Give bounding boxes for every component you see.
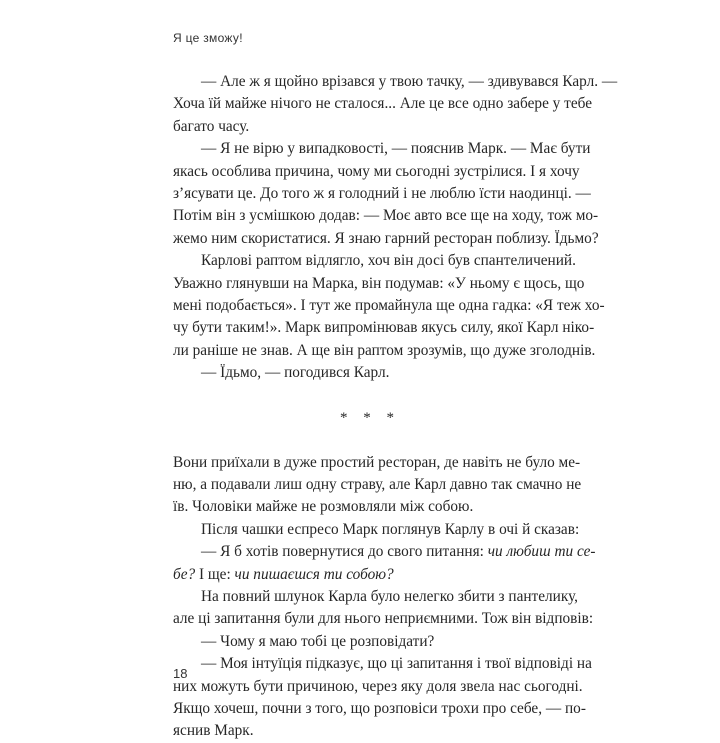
running-head: Я це зможу! [173, 31, 243, 45]
text-line: з’ясувати це. До того ж я голодний і не люблю їсти наодинці. — [173, 184, 591, 202]
italic-text: чи пишаєшся ти собою? [234, 565, 394, 583]
text-span: — Я б хотів повернутися до свого питання: [201, 543, 488, 561]
text-span: І ще: [195, 565, 235, 583]
text-line: Карлові раптом відлягло, хоч він досі був спантеличений. [201, 252, 576, 270]
text-line: Якщо хочеш, почни з того, що розповіси трохи про себе, — по- [173, 699, 586, 717]
text-line: Уважно глянувши на Марка, він подумав: «У ньому є щось, що [173, 274, 585, 292]
text-line: чу бути таким!». Марк випромінював якусь силу, якої Карл ніко- [173, 319, 595, 337]
text-line: яснив Марк. [173, 722, 254, 740]
text-line: якась особлива причина, чому ми сьогодні зустрілися. І я хочу [173, 162, 580, 180]
text-line: ню, а подавали лиш одну страву, але Карл давно так смачно не [173, 476, 582, 494]
text-line: їв. Чоловіки майже не розмовляли між собою. [173, 498, 474, 516]
text-line: На повний шлунок Карла було нелегко збити з пантелику, [201, 587, 579, 605]
text-line: мені подобається». І тут же промайнула ще одна гадка: «Я теж хо- [173, 296, 605, 314]
italic-text: бе? [173, 565, 196, 583]
italic-text: чи любиш ти се- [487, 543, 596, 561]
text-line: Після чашки еспресо Марк поглянув Карлу в очі й сказав: [201, 520, 580, 538]
text-line: Вони приїхали в дуже простий ресторан, де навіть не було ме- [173, 453, 581, 471]
section-gap [173, 429, 567, 451]
text-line: — Моя інтуїція підказує, що ці запитання і твої відповіді на [201, 655, 592, 673]
section-separator: * * * [340, 409, 400, 426]
text-line: — Чому я маю тобі це розповідати? [201, 632, 435, 650]
text-line: багато часу. [173, 117, 250, 135]
text-line [173, 564, 567, 586]
text-line: них можуть бути причиною, через яку доля звела нас сьогодні. [173, 677, 583, 695]
text-line: жемо ним скористатися. Я знаю гарний ресторан поблизу. Їдьмо? [173, 229, 599, 247]
body-text [173, 71, 618, 743]
section-gap [173, 384, 567, 406]
text-line: Потім він з усмішкою додав: — Моє авто все ще на ходу, тож мо- [173, 207, 599, 225]
text-line: — Я не вірю у випадковості, — пояснив Марк. — Має бути [201, 140, 591, 158]
text-line: але ці запитання були для нього неприємними. Тож він відповів: [173, 610, 594, 628]
text-line [173, 541, 596, 563]
text-line: — Їдьмо, — погодився Карл. [201, 364, 390, 382]
page-number: 18 [173, 666, 188, 681]
text-line: Хоча їй майже нічого не сталося... Але це все одно забере у тебе [173, 95, 592, 113]
text-line: ли раніше не знав. А ще він раптом зрозумів, що дуже зголоднів. [173, 341, 596, 359]
text-line: — Але ж я щойно врізався у твою тачку, — здивувався Карл. — [201, 73, 618, 90]
